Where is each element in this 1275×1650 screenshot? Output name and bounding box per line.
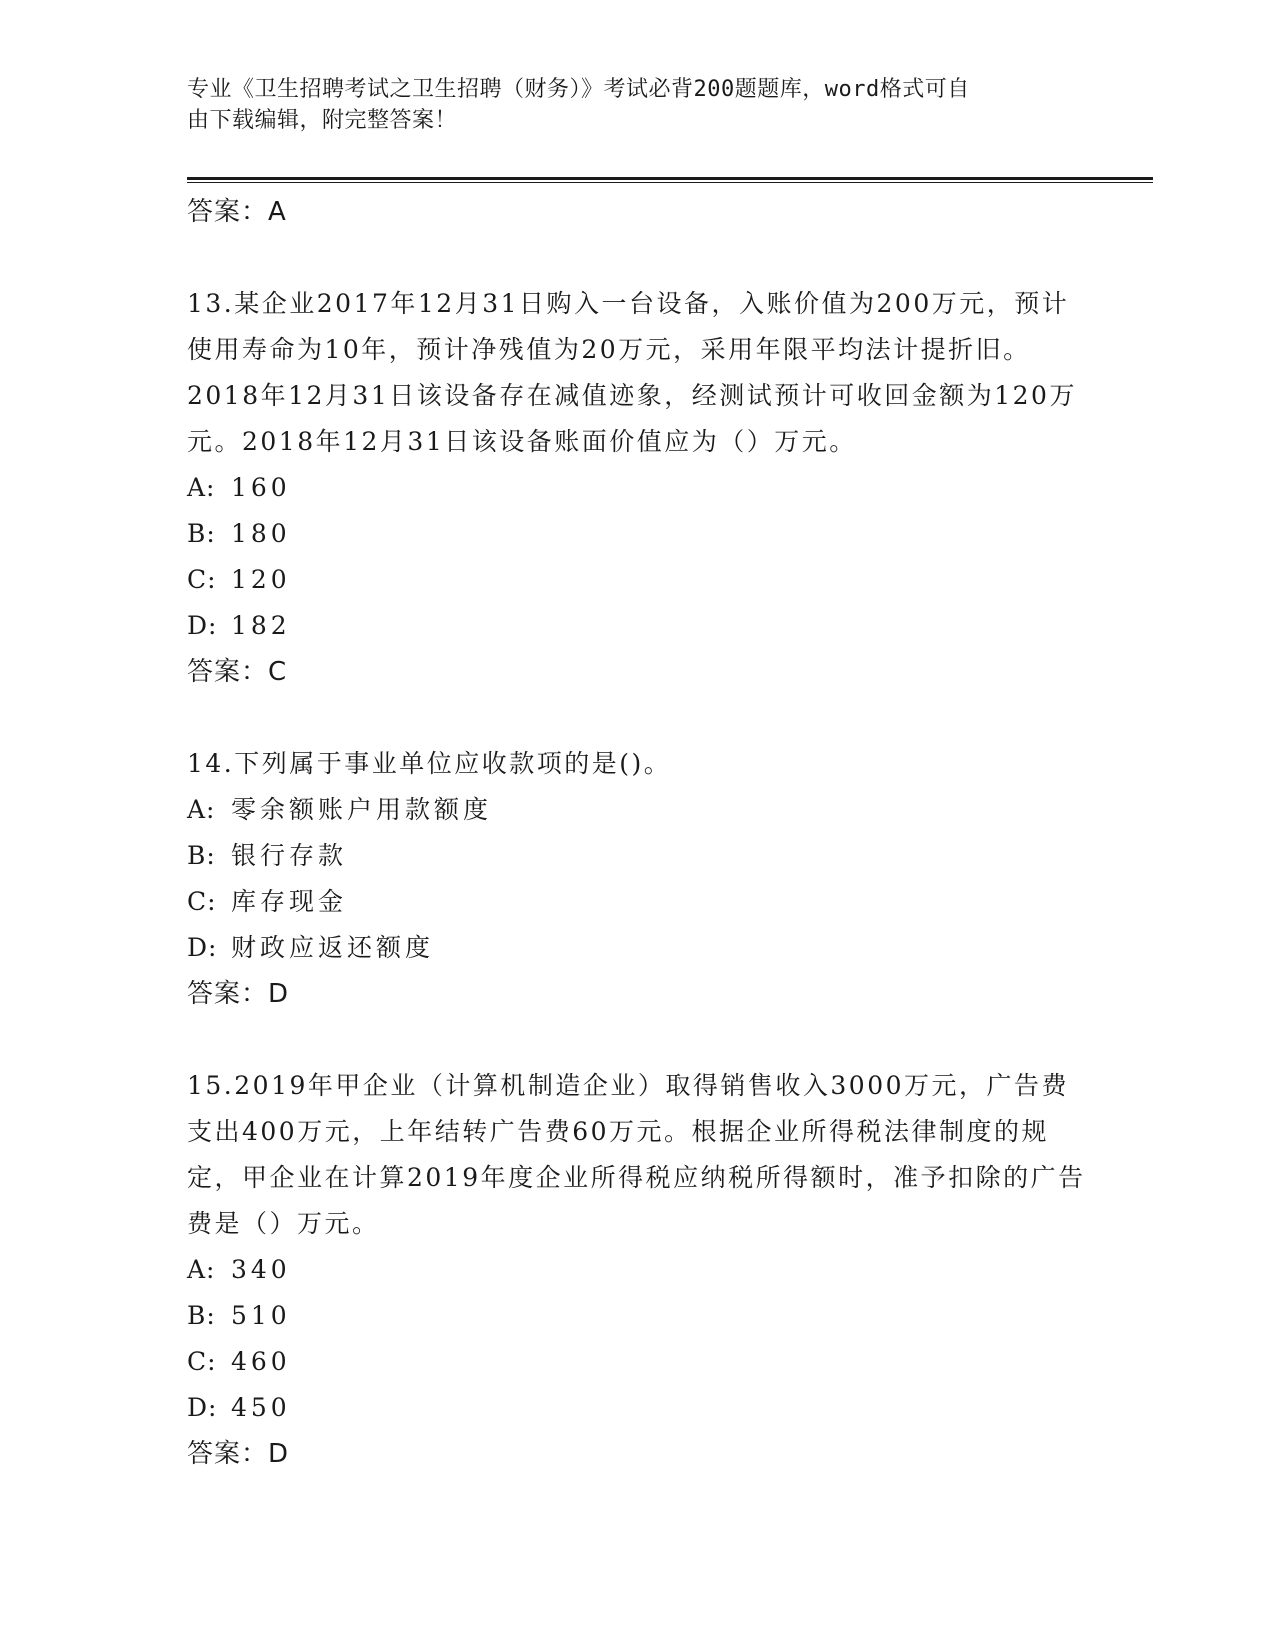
option-key: C: [187,887,217,916]
option-b [187,511,1087,557]
answer-line: 答案：C [187,657,288,687]
option-b [187,833,1087,879]
option-key: D: [187,1393,218,1422]
option-text: 460 [231,1347,291,1376]
option-text: 银行存款 [231,841,348,870]
option-key: A: [187,795,216,824]
option-c [187,557,1087,603]
option-key: B: [187,1301,216,1330]
option-a [187,465,1087,511]
header-line-2: 由下载编辑，附完整答案！ [187,108,458,133]
option-d [187,603,1087,649]
header-line-1: 专业《卫生招聘考试之卫生招聘（财务）》考试必背200题题库，word格式可自 [187,77,970,102]
option-text: 120 [231,565,291,594]
option-key: A: [187,1255,216,1284]
answer-line: 答案：D [187,979,290,1009]
option-a [187,787,1087,833]
option-text: 510 [231,1301,291,1330]
document-body [187,189,1087,1477]
option-b [187,1293,1087,1339]
option-key: D: [187,933,218,962]
question-14 [187,741,1087,1017]
answer-line: 答案：A [187,197,287,227]
option-c [187,1339,1087,1385]
option-text: 零余额账户用款额度 [231,795,493,824]
option-a [187,1247,1087,1293]
option-text: 182 [231,611,291,640]
option-text: 340 [231,1255,291,1284]
question-13 [187,281,1087,695]
option-key: C: [187,565,217,594]
option-text: 财政应返还额度 [231,933,435,962]
question-stem: 14.下列属于事业单位应收款项的是()。 [187,749,672,778]
answer-line: 答案：D [187,1439,290,1469]
option-key: B: [187,519,216,548]
option-key: A: [187,473,216,502]
question-stem: 13.某企业2017年12月31日购入一台设备，入账价值为200万元，预计使用寿命为10年，预计净残值为20万元，采用年限平均法计提折旧。2018年12月31日该设备存在减值迹象，经测试预计可收回金额为120万元。2018年12月31日该设备账面价值应为（）万元。 [187,289,1077,456]
question-stem: 15.2019年甲企业（计算机制造企业）取得销售收入3000万元，广告费支出400万元，上年结转广告费60万元。根据企业所得税法律制度的规定，甲企业在计算2019年度企业所得税应纳税所得额时，准予扣除的广告费是（）万元。 [187,1071,1086,1238]
question-15 [187,1063,1087,1477]
page-header [187,74,1087,136]
option-key: C: [187,1347,217,1376]
option-key: D: [187,611,218,640]
header-rule-thick [187,177,1153,180]
option-text: 160 [231,473,291,502]
option-text: 库存现金 [231,887,348,916]
option-text: 450 [231,1393,291,1422]
option-d [187,1385,1087,1431]
option-d [187,925,1087,971]
option-key: B: [187,841,216,870]
header-rule-thin [187,182,1153,183]
option-c [187,879,1087,925]
option-text: 180 [231,519,291,548]
